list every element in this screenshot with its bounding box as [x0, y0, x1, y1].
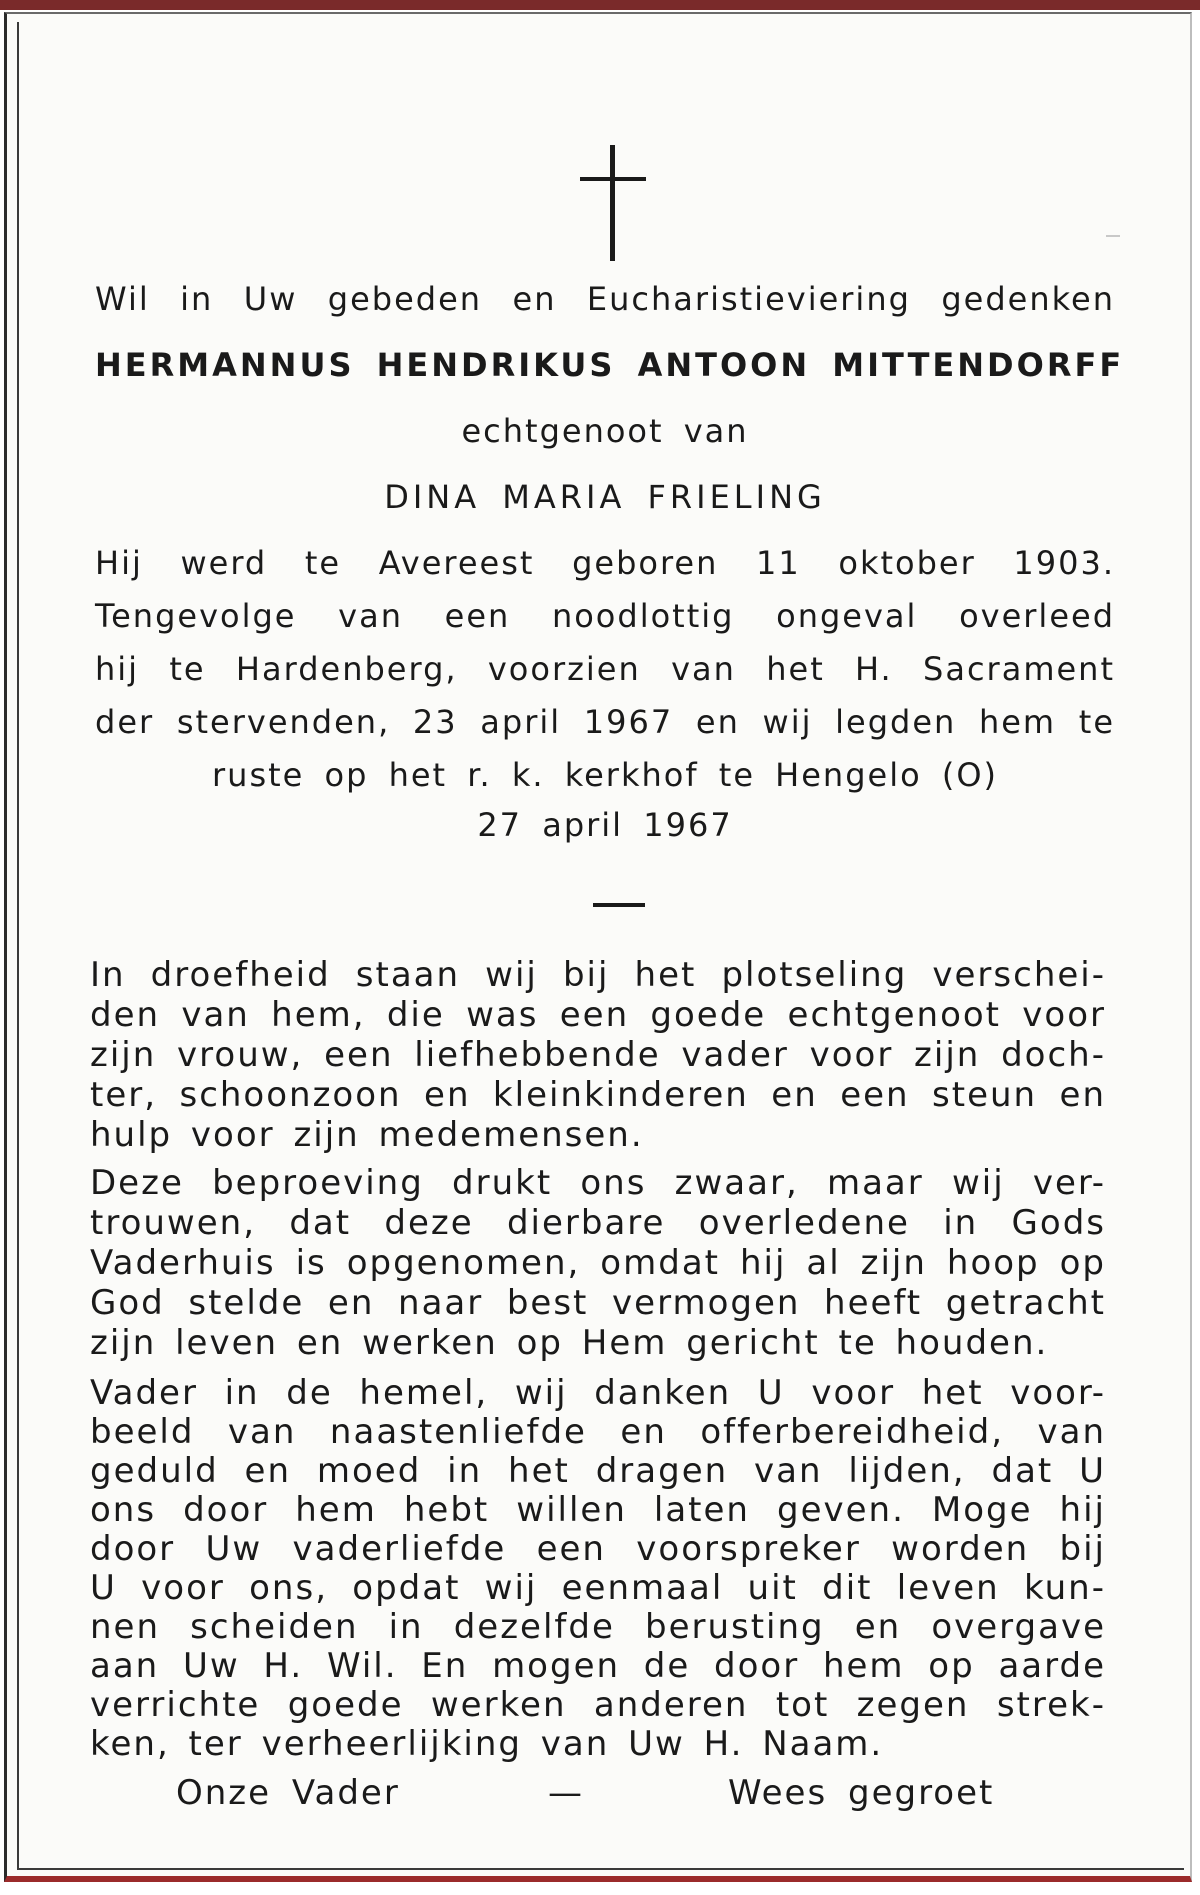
scan-mark — [1106, 235, 1120, 237]
paragraph1-line: ter, schoonzoon en kleinkinderen en een steun en — [90, 1075, 1106, 1115]
paragraph1-line: zijn vrouw, een liefhebbende vader voor zijn doch- — [90, 1035, 1106, 1075]
paragraph2-line: zijn leven en werken op Hem gericht te houden. — [90, 1323, 1049, 1363]
relation-line: echtgenoot van — [461, 412, 749, 450]
paragraph2-line: trouwen, dat deze dierbare overledene in Gods — [90, 1203, 1106, 1243]
paragraph3-line: beeld van naastenliefde en offerbereidheid, van — [90, 1412, 1106, 1452]
spouse-name: DINA MARIA FRIELING — [384, 478, 826, 516]
paragraph1-line: den van hem, die was een goede echtgenoot voor — [90, 995, 1106, 1035]
paragraph3-line: verrichte goede werken anderen tot zegen strek- — [90, 1685, 1106, 1725]
bio-date-line: 27 april 1967 — [477, 806, 733, 844]
bio-line: der stervenden, 23 april 1967 en wij legden hem te — [95, 703, 1115, 741]
paragraph3-line: door Uw vaderliefde een voorspreker worden bij — [90, 1529, 1106, 1569]
paragraph3-line: aan Uw H. Wil. En mogen de door hem op aarde — [90, 1646, 1106, 1686]
bio-line: Hij werd te Avereest geboren 11 oktober 1903. — [95, 544, 1115, 582]
paragraph2-line: Vaderhuis is opgenomen, omdat hij al zijn hoop op — [90, 1243, 1106, 1283]
paragraph2-line: God stelde en naar best vermogen heeft getracht — [90, 1283, 1106, 1323]
cross-horizontal-bar — [580, 177, 646, 181]
paragraph3-line: ken, ter verheerlijking van Uw H. Naam. — [90, 1724, 884, 1764]
section-divider — [593, 903, 645, 907]
paragraph3-line: nen scheiden in dezelfde berusting en overgave — [90, 1607, 1106, 1647]
intro-line: Wil in Uw gebeden en Eucharistieviering gedenken — [95, 280, 1115, 318]
bio-line: Tengevolge van een noodlottig ongeval overleed — [95, 597, 1115, 635]
card-top-edge — [0, 0, 1200, 10]
paragraph1-line: In droefheid staan wij bij het plotseling verschei- — [90, 955, 1106, 995]
prayer-wees-gegroet: Wees gegroet — [728, 1773, 995, 1813]
paragraph3-line: ons door hem hebt willen laten geven. Moge hij — [90, 1490, 1106, 1530]
prayer-separator: — — [548, 1773, 584, 1813]
paragraph1-line: hulp voor zijn medemensen. — [90, 1115, 644, 1155]
paragraph3-line: geduld en moed in het dragen van lijden, dat U — [90, 1451, 1106, 1491]
bio-line: hij te Hardenberg, voorzien van het H. Sacrament — [95, 650, 1115, 688]
paragraph3-line: U voor ons, opdat wij eenmaal uit dit leven kun- — [90, 1568, 1106, 1608]
bio-line: ruste op het r. k. kerkhof te Hengelo (O) — [212, 756, 998, 794]
cross-icon — [580, 145, 646, 261]
deceased-name: HERMANNUS HENDRIKUS ANTOON MITTENDORFF — [95, 346, 1125, 384]
paragraph3-line: Vader in de hemel, wij danken U voor het voor- — [90, 1373, 1106, 1413]
paragraph2-line: Deze beproeving drukt ons zwaar, maar wij ver- — [90, 1163, 1106, 1203]
prayer-onze-vader: Onze Vader — [176, 1773, 400, 1813]
cross-vertical-bar — [610, 145, 615, 261]
